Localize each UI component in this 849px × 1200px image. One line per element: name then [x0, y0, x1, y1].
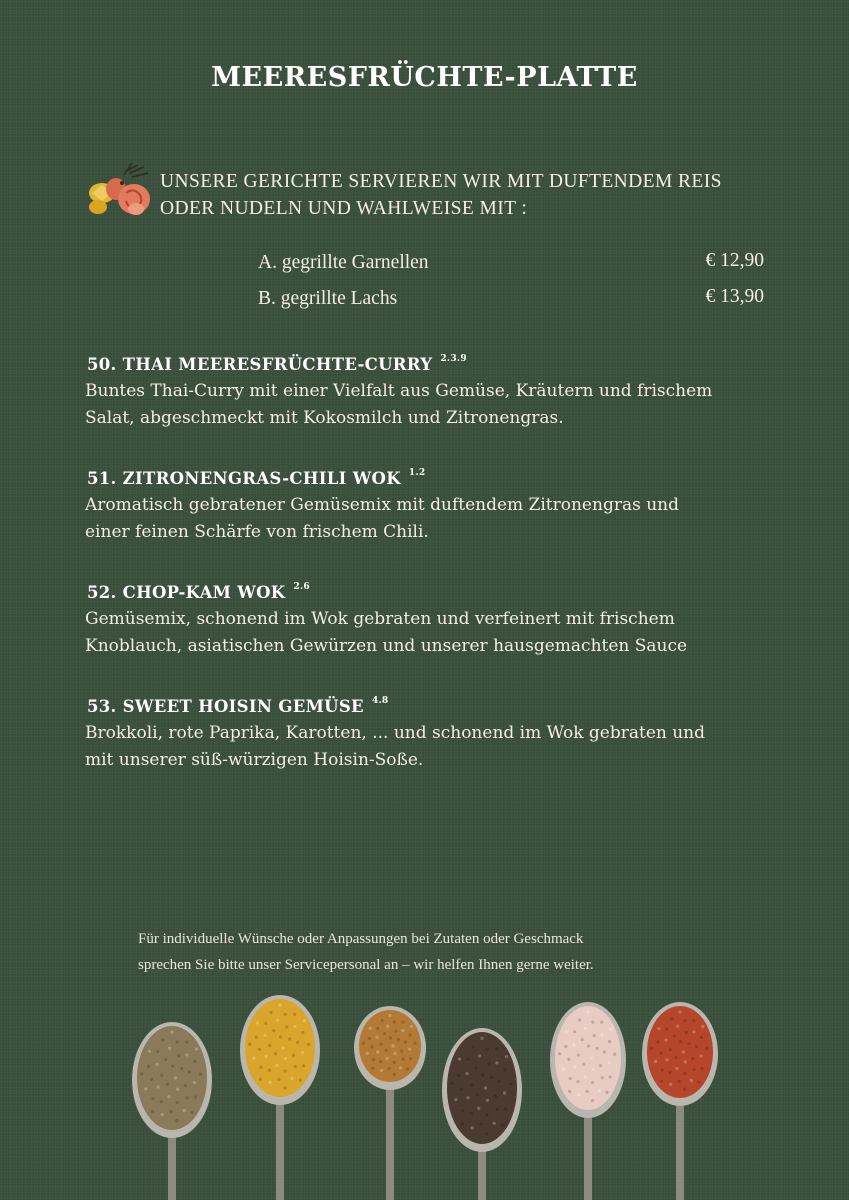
- dish-title: 53. SWEET HOISIN GEMÜSE $^{4.8}$: [87, 696, 389, 716]
- dish-item: [85, 468, 765, 546]
- intro-text: [160, 168, 780, 222]
- spice-spoon-salt-crystals: [550, 1002, 626, 1200]
- dish-description: Buntes Thai-Curry mit einer Vielfalt aus Gemüse, Kräutern und frischem Salat, abgeschmeckt mit Kokosmilch und Zitronengras.: [85, 381, 713, 428]
- dish-item: [85, 354, 765, 432]
- dish-description: Gemüsemix, schonend im Wok gebraten und verfeinert mit frischem Knoblauch, asiatischen Gewürzen und unserer hausgemachten Sauce: [85, 609, 688, 656]
- intro-line: ODER NUDELN UND WAHLWEISE MIT :: [160, 198, 528, 219]
- spice-spoon-curry-powder: [354, 1006, 426, 1200]
- spice-spoon-turmeric: [240, 995, 320, 1200]
- spice-spoon-herb-mix: [132, 1022, 212, 1200]
- intro-line: UNSERE GERICHTE SERVIEREN WIR MIT DUFTENDEM REIS: [160, 171, 722, 192]
- spice-spoons-illustration: [120, 990, 740, 1200]
- dish-title: 50. THAI MEERESFRÜCHTE-CURRY $^{2.3.9}$: [87, 354, 467, 374]
- dish-item: [85, 582, 765, 660]
- option-price: € 13,90: [705, 286, 764, 307]
- service-note: Für individuelle Wünsche oder Anpassungen bei Zutaten oder Geschmack sprechen Sie bitte unser Servicepersonal an – wir helfen Ihnen gerne weiter.: [138, 931, 594, 973]
- dish-description: Brokkoli, rote Paprika, Karotten, ... und schonend im Wok gebraten und mit unserer süß-würzigen Hoisin-Soße.: [85, 723, 706, 770]
- seafood-illustration-icon: [86, 163, 154, 225]
- dish-title: 51. ZITRONENGRAS-CHILI WOK $^{1.2}$: [87, 468, 426, 488]
- dish-title: 52. CHOP-KAM WOK $^{2.6}$: [87, 582, 310, 602]
- dish-description: Aromatisch gebratener Gemüsemix mit duftendem Zitronengras und einer feinen Schärfe von frischem Chili.: [85, 495, 679, 542]
- allergen-codes: 2.6: [293, 582, 310, 592]
- page-title: MEERESFRÜCHTE-PLATTE: [211, 62, 638, 93]
- option-name: A. gegrillte Garnellen: [258, 252, 429, 273]
- dish-item: [85, 696, 765, 774]
- spice-spoon-paprika: [642, 1002, 718, 1200]
- allergen-codes: 1.2: [408, 468, 426, 478]
- option-price: € 12,90: [705, 250, 764, 271]
- option-name: B. gegrillte Lachs: [258, 288, 398, 309]
- allergen-codes: 4.8: [371, 696, 389, 706]
- spice-spoon-peppercorn-mix: [442, 1028, 522, 1200]
- allergen-codes: 2.3.9: [440, 354, 467, 364]
